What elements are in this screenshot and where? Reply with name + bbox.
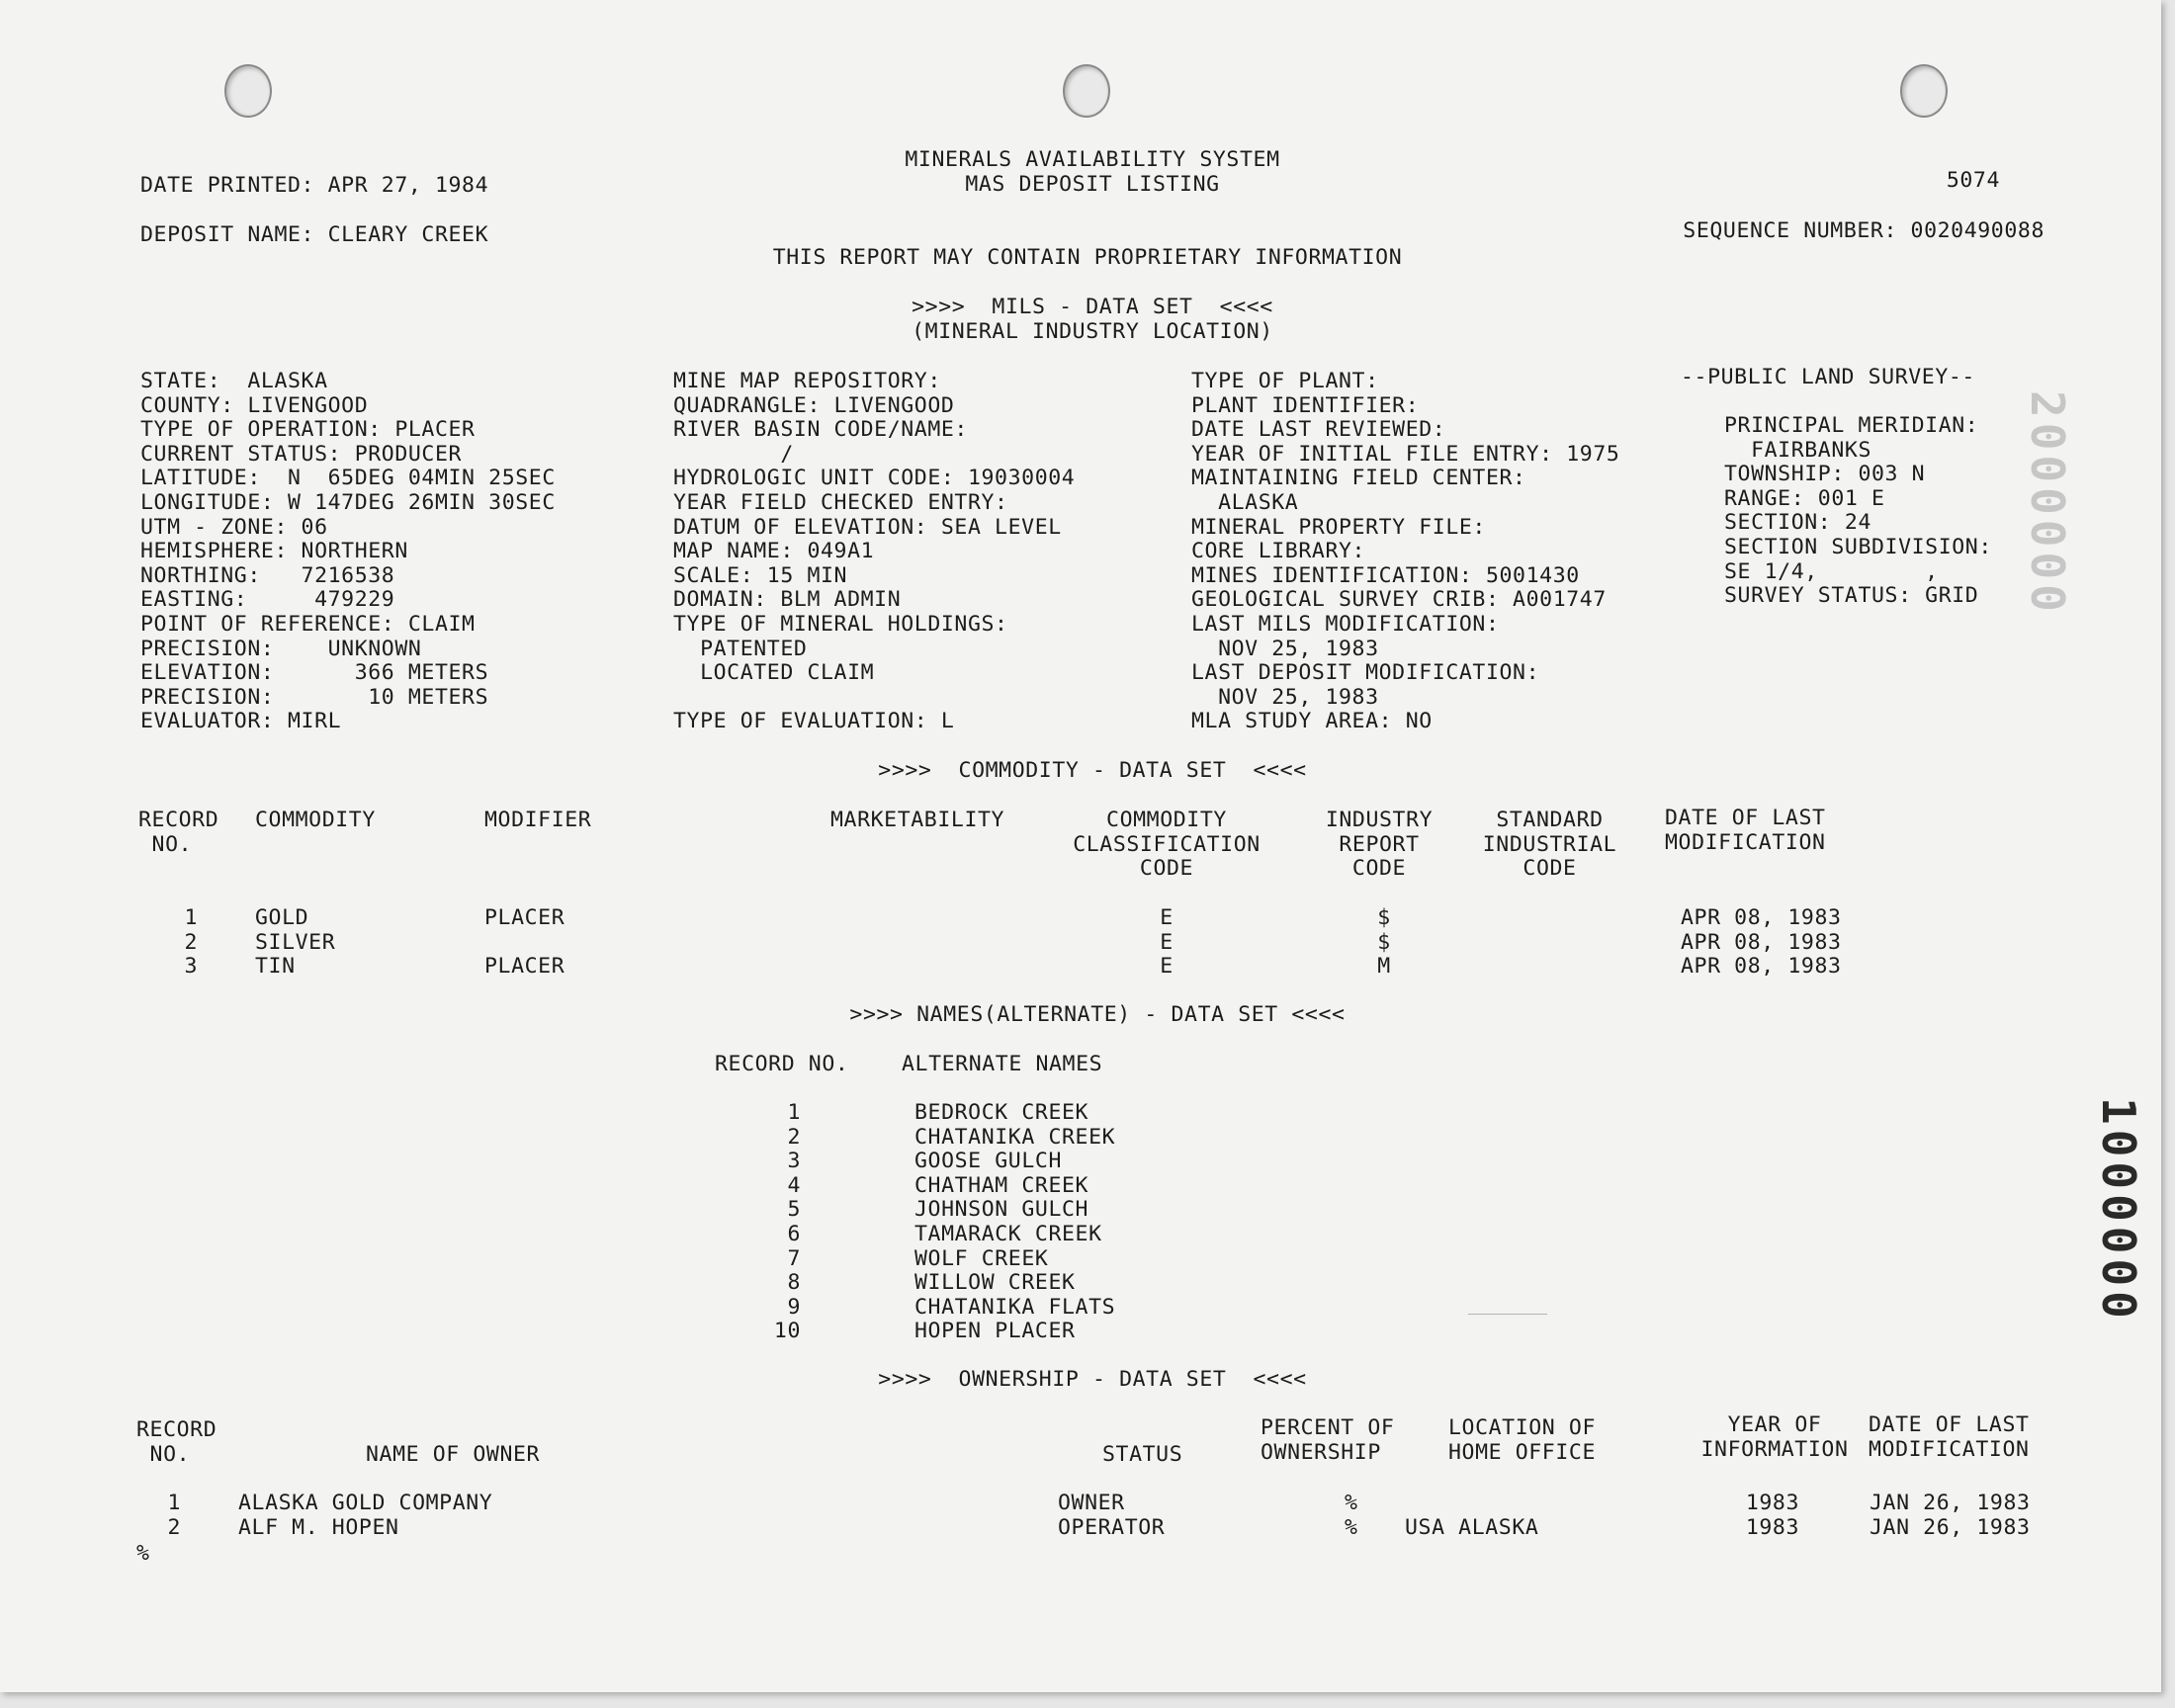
mils-field: LATITUDE: N 65DEG 04MIN 25SEC	[140, 466, 556, 491]
commodity-industry-code: $	[1377, 905, 1391, 930]
alternate-name-record-no: 8	[787, 1270, 801, 1296]
mils-field: LONGITUDE: W 147DEG 26MIN 30SEC	[140, 490, 556, 515]
commodity-header-modifier: MODIFIER	[484, 808, 592, 832]
mils-field: PLANT IDENTIFIER:	[1191, 392, 1420, 418]
alternate-name: JOHNSON GULCH	[914, 1197, 1089, 1223]
ownership-header-percent: PERCENT OF OWNERSHIP	[1261, 1415, 1395, 1465]
commodity-record-no: 2	[184, 929, 198, 955]
mils-field: STATE: ALASKA	[140, 369, 328, 393]
mils-field: EASTING: 479229	[140, 587, 395, 613]
mils-field: HYDROLOGIC UNIT CODE: 19030004	[673, 466, 1076, 491]
alternate-name-record-no: 4	[787, 1172, 801, 1198]
mils-field: TOWNSHIP: 003 N	[1724, 462, 1926, 487]
alternate-name-record-no: 1	[787, 1100, 801, 1125]
commodity-date: APR 08, 1983	[1681, 929, 1842, 955]
mils-field: UTM - ZONE: 06	[140, 514, 328, 540]
commodity-header-industry: INDUSTRY REPORT CODE	[1325, 808, 1434, 882]
mils-field: ELEVATION: 366 METERS	[140, 660, 489, 686]
mils-field: CORE LIBRARY:	[1191, 539, 1366, 564]
mils-field: FAIRBANKS	[1724, 437, 1871, 463]
mils-field: DATUM OF ELEVATION: SEA LEVEL	[673, 514, 1062, 540]
mils-field: SURVEY STATUS: GRID	[1724, 583, 1979, 609]
commodity-name: SILVER	[255, 929, 336, 955]
mils-field: MINERAL PROPERTY FILE:	[1191, 514, 1486, 540]
mils-field: TYPE OF MINERAL HOLDINGS:	[673, 612, 1008, 637]
alternate-name-record-no: 9	[787, 1294, 801, 1320]
mils-field: NORTHING: 7216538	[140, 562, 395, 588]
mils-field: PRECISION: UNKNOWN	[140, 636, 422, 661]
mils-field: PRECISION: 10 METERS	[140, 684, 489, 710]
commodity-header-classification: COMMODITY CLASSIFICATION CODE	[1073, 808, 1261, 882]
ownership-header-record: RECORD NO.	[136, 1417, 218, 1467]
commodity-header-date: DATE OF LAST MODIFICATION	[1665, 806, 1826, 855]
mils-field: SE 1/4, ,	[1724, 558, 1939, 584]
commodity-class-code: E	[1160, 954, 1174, 980]
owner-name: ALF M. HOPEN	[238, 1514, 399, 1540]
alternate-name-record-no: 3	[787, 1149, 801, 1174]
mils-field: COUNTY: LIVENGOOD	[140, 392, 369, 418]
mils-field: CURRENT STATUS: PRODUCER	[140, 441, 463, 467]
names-header-names: ALTERNATE NAMES	[902, 1052, 1103, 1076]
ownership-percent: %	[1345, 1491, 1358, 1515]
stamp-number-upper: 2000000	[2021, 390, 2074, 617]
alternate-name-record-no: 5	[787, 1197, 801, 1223]
commodity-class-code: E	[1160, 929, 1174, 955]
names-title: >>>> NAMES(ALTERNATE) - DATA SET <<<<	[849, 1002, 1346, 1027]
ownership-status: OWNER	[1058, 1491, 1125, 1515]
mils-field: SECTION SUBDIVISION:	[1724, 535, 1992, 559]
ownership-location: USA ALASKA	[1405, 1514, 1539, 1540]
mils-field: ALASKA	[1191, 490, 1299, 515]
ownership-header-status: STATUS	[1102, 1442, 1183, 1467]
mils-field: PRINCIPAL MERIDIAN:	[1724, 413, 1979, 438]
mils-field: GEOLOGICAL SURVEY CRIB: A001747	[1191, 587, 1607, 613]
mils-title: >>>> MILS - DATA SET <<<<	[912, 295, 1273, 319]
mils-field: EVALUATOR: MIRL	[140, 709, 342, 734]
commodity-header-commodity: COMMODITY	[255, 808, 376, 832]
commodity-header-marketability: MARKETABILITY	[830, 808, 1005, 832]
mils-field: NOV 25, 1983	[1191, 636, 1379, 661]
ownership-year: 1983	[1745, 1491, 1799, 1515]
stamp-number-lower: 1000000	[2092, 1097, 2145, 1324]
mils-field: MLA STUDY AREA: NO	[1191, 709, 1433, 734]
commodity-header-sic: STANDARD INDUSTRIAL CODE	[1482, 808, 1617, 882]
commodity-modifier: PLACER	[484, 954, 566, 980]
commodity-industry-code: $	[1377, 929, 1391, 955]
ownership-record-no: 2	[167, 1514, 181, 1540]
names-header-record: RECORD NO.	[715, 1052, 849, 1076]
mils-field: PATENTED	[673, 636, 808, 661]
mils-field: POINT OF REFERENCE: CLAIM	[140, 612, 476, 637]
commodity-name: TIN	[255, 954, 296, 980]
ownership-percent: %	[1345, 1514, 1358, 1540]
mils-field: DATE LAST REVIEWED:	[1191, 417, 1446, 443]
commodity-name: GOLD	[255, 905, 309, 930]
ownership-record-no: 1	[167, 1491, 181, 1515]
ownership-header-location: LOCATION OF HOME OFFICE	[1448, 1415, 1596, 1465]
alternate-name-record-no: 7	[787, 1245, 801, 1271]
mils-field: RIVER BASIN CODE/NAME:	[673, 417, 968, 443]
mils-field: QUADRANGLE: LIVENGOOD	[673, 392, 955, 418]
alternate-name: CHATANIKA CREEK	[914, 1124, 1116, 1150]
ownership-date: JAN 26, 1983	[1870, 1491, 2031, 1515]
mils-field: YEAR FIELD CHECKED ENTRY:	[673, 490, 1008, 515]
mils-field: RANGE: 001 E	[1724, 485, 1885, 511]
mils-field: HEMISPHERE: NORTHERN	[140, 539, 408, 564]
mils-field: DOMAIN: BLM ADMIN	[673, 587, 902, 613]
commodity-header-record: RECORD NO.	[138, 808, 219, 857]
sequence-number: SEQUENCE NUMBER: 0020490088	[1683, 218, 2044, 243]
mils-field: YEAR OF INITIAL FILE ENTRY: 1975	[1191, 441, 1620, 467]
ownership-header-date: DATE OF LAST MODIFICATION	[1869, 1412, 2030, 1462]
commodity-industry-code: M	[1377, 954, 1391, 980]
alternate-name: GOOSE GULCH	[914, 1149, 1062, 1174]
owner-name: ALASKA GOLD COMPANY	[238, 1491, 493, 1515]
mils-field: LOCATED CLAIM	[673, 660, 875, 686]
ownership-header-owner: NAME OF OWNER	[366, 1442, 541, 1467]
alternate-name: CHATANIKA FLATS	[914, 1294, 1116, 1320]
alternate-name-record-no: 10	[773, 1319, 801, 1344]
page-number: 5074	[1946, 168, 2000, 193]
mils-field: NOV 25, 1983	[1191, 684, 1379, 710]
alternate-name: CHATHAM CREEK	[914, 1172, 1089, 1198]
commodity-date: APR 08, 1983	[1681, 905, 1842, 930]
commodity-class-code: E	[1160, 905, 1174, 930]
proprietary-notice: THIS REPORT MAY CONTAIN PROPRIETARY INFORMATION	[772, 245, 1403, 270]
system-title: MINERALS AVAILABILITY SYSTEM	[905, 147, 1280, 172]
mils-field: TYPE OF PLANT:	[1191, 369, 1379, 393]
alternate-name: WILLOW CREEK	[914, 1270, 1076, 1296]
mils-field: LAST MILS MODIFICATION:	[1191, 612, 1500, 637]
alternate-name-record-no: 2	[787, 1124, 801, 1150]
mils-field: /	[673, 441, 794, 467]
listing-title: MAS DEPOSIT LISTING	[965, 172, 1220, 197]
alternate-name: WOLF CREEK	[914, 1245, 1049, 1271]
ownership-trailer: %	[136, 1541, 150, 1566]
mils-subtitle: (MINERAL INDUSTRY LOCATION)	[912, 319, 1273, 344]
divider-line	[1468, 1314, 1547, 1315]
mils-field: LAST DEPOSIT MODIFICATION:	[1191, 660, 1540, 686]
mils-field: MAINTAINING FIELD CENTER:	[1191, 466, 1526, 491]
punch-hole-center	[1063, 64, 1110, 118]
alternate-name-record-no: 6	[787, 1222, 801, 1246]
mils-field: SCALE: 15 MIN	[673, 562, 848, 588]
alternate-name: TAMARACK CREEK	[914, 1222, 1102, 1246]
deposit-name: DEPOSIT NAME: CLEARY CREEK	[140, 222, 489, 247]
ownership-date: JAN 26, 1983	[1870, 1514, 2031, 1540]
commodity-record-no: 3	[184, 954, 198, 980]
commodity-record-no: 1	[184, 905, 198, 930]
ownership-title: >>>> OWNERSHIP - DATA SET <<<<	[878, 1367, 1307, 1392]
commodity-title: >>>> COMMODITY - DATA SET <<<<	[878, 758, 1307, 783]
public-land-survey-title: --PUBLIC LAND SURVEY--	[1681, 365, 1975, 389]
mils-field: TYPE OF EVALUATION: L	[673, 709, 955, 734]
commodity-date: APR 08, 1983	[1681, 954, 1842, 980]
mils-field: MINE MAP REPOSITORY:	[673, 369, 941, 393]
ownership-header-year: YEAR OF INFORMATION	[1700, 1412, 1849, 1462]
ownership-year: 1983	[1745, 1514, 1799, 1540]
mils-field: TYPE OF OPERATION: PLACER	[140, 417, 476, 443]
ownership-status: OPERATOR	[1058, 1514, 1166, 1540]
punch-hole-right	[1900, 64, 1948, 118]
alternate-name: BEDROCK CREEK	[914, 1100, 1089, 1125]
mils-field: MINES IDENTIFICATION: 5001430	[1191, 562, 1580, 588]
commodity-modifier: PLACER	[484, 905, 566, 930]
date-printed: DATE PRINTED: APR 27, 1984	[140, 173, 489, 198]
punch-hole-left	[224, 64, 272, 118]
alternate-name: HOPEN PLACER	[914, 1319, 1076, 1344]
mils-field: MAP NAME: 049A1	[673, 539, 875, 564]
mils-field: SECTION: 24	[1724, 510, 1871, 536]
